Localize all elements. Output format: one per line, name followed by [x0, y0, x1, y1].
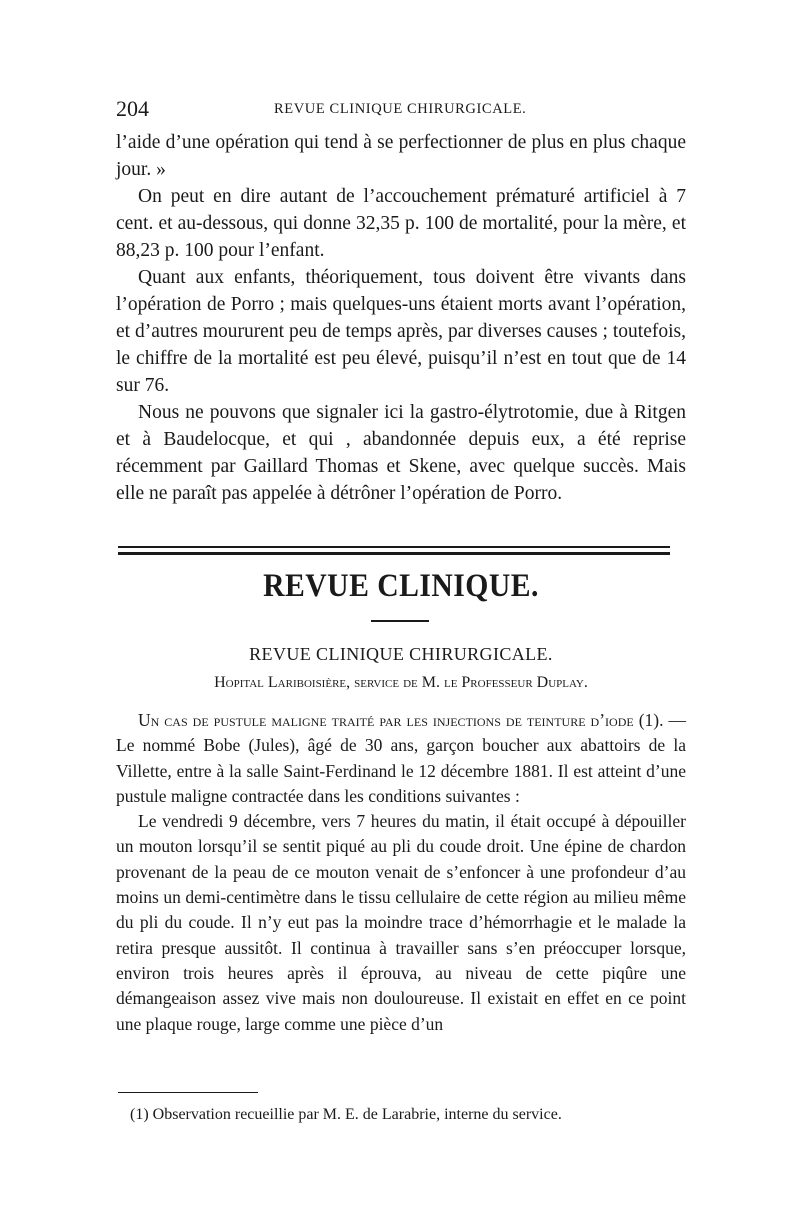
page-number: 204	[116, 96, 149, 121]
case-paragraph: Le vendredi 9 décembre, vers 7 heures du matin, il était occupé à dépouiller un mouton lorsqu’il se sentit piqué au pli du coude droit. Une épine de chardon provenant de la peau de ce mouton venait de s’enfoncer à une profondeur d’au moins un demi-centimètre dans le tissu cellulaire de cette région au milieu même du pli du coude. Il n’y eut pas la moindre trace d’hémorrhagie et le malade la retira presque aussitôt. Il continua à travailler sans s’en préoccuper lorsque, environ trois heures après il éprouva, au niveau de cette piqûre une démangeaison assez vive mais non douloureuse. Il existait en effet en ce point une plaque rouge, large comme une pièce d’un	[116, 811, 686, 1034]
hospital-line: Hopital Lariboisière, service de M. le Professeur Duplay.	[214, 674, 588, 691]
footnote: (1) Observation recueillie par M. E. de Larabrie, interne du service.	[130, 1106, 562, 1123]
subsection-title: REVUE CLINIQUE CHIRURGICALE.	[249, 644, 553, 664]
section-divider-thin	[118, 546, 670, 548]
paragraph: Quant aux enfants, théoriquement, tous doivent être vivants dans l’opération de Porro ; mais quelques-uns étaient morts avant l’opération, et d’autres moururent peu de temps après, par diverses causes ; toutefois, le chiffre de la mortalité est peu élevé, puisqu’il n’est en tout que de 14 sur 76.	[116, 267, 686, 396]
case-paragraph	[116, 708, 686, 809]
page-header	[116, 96, 686, 122]
case-lead: Un cas de pustule maligne traité par les injections de teinture d’iode (1).	[138, 710, 664, 730]
title-underline	[371, 620, 429, 622]
case-intro: — Le nommé Bobe (Jules), âgé de 30 ans, garçon boucher aux abattoirs de la Villette, entre à la salle Saint-Ferdinand le 12 décembre 1881. Il est atteint d’une pustule maligne contractée dans les conditions suivantes :	[116, 710, 687, 806]
running-title: REVUE CLINIQUE CHIRURGICALE.	[274, 101, 527, 117]
paragraph: On peut en dire autant de l’accouchement prématuré artificiel à 7 cent. et au-dessous, qui donne 32,35 p. 100 de mortalité, pour la mère, et 88,23 p. 100 pour l’enfant.	[116, 186, 686, 261]
case-report	[116, 708, 686, 1037]
footnote-rule	[118, 1092, 258, 1093]
section-divider-thick	[118, 552, 670, 555]
paragraph: Nous ne pouvons que signaler ici la gastro-élytrotomie, due à Ritgen et à Baudelocque, et qui , abandonnée depuis eux, a été reprise récemment par Gaillard Thomas et Skene, avec quelque succès. Mais elle ne paraît pas appelée à détrôner l’opération de Porro.	[116, 402, 686, 504]
section-title: REVUE CLINIQUE.	[263, 568, 539, 604]
continued-text	[116, 129, 686, 507]
paragraph: l’aide d’une opération qui tend à se perfectionner de plus en plus chaque jour. »	[116, 132, 686, 180]
